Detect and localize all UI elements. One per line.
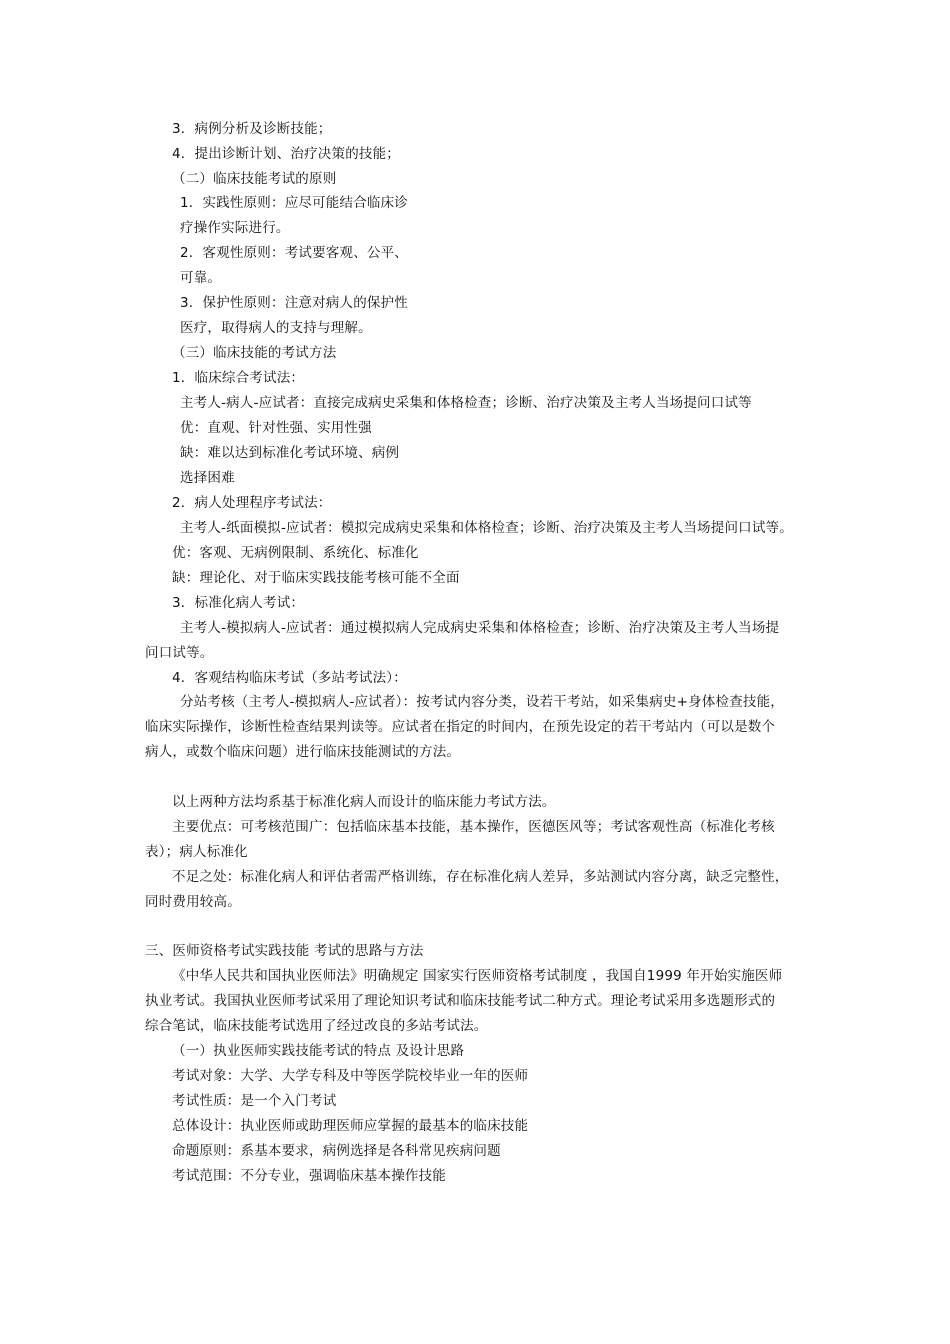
text-line: 1．实践性原则：应尽可能结合临床诊 [180,195,408,211]
text-line: 主考人-模拟病人-应试者：通过模拟病人完成病史采集和体格检查；诊断、治疗决策及主考人当场提 [180,620,780,636]
text-line: 考试对象：大学、大学专科及中等医学院校毕业一年的医师 [172,1068,529,1084]
text-line: 疗操作实际进行。 [180,220,290,236]
text-line: 病人，或数个临床问题）进行临床技能测试的方法。 [145,744,461,760]
text-line: 3．保护性原则：注意对病人的保护性 [180,295,408,311]
text-line: （三）临床技能的考试方法 [172,345,337,361]
text-line: 同时费用较高。 [145,894,241,910]
text-line: 临床实际操作，诊断性检查结果判读等。应试者在指定的时间内，在预先设定的若干考站内（可以是数个 [145,719,776,735]
text-line: 命题原则：系基本要求，病例选择是各科常见疾病问题 [172,1143,501,1159]
text-line: 3．病例分析及诊断技能； [172,121,332,137]
text-line: 主考人-纸面模拟-应试者：模拟完成病史采集和体格检查；诊断、治疗决策及主考人当场提问口试等。 [180,520,793,536]
text-line: 4．客观结构临床考试（多站考试法）： [172,670,407,686]
section-heading: 三、医师资格考试实践技能 考试的思路与方法 [145,943,424,959]
text-line: 主要优点：可考核范围广：包括临床基本技能，基本操作，医德医风等；考试客观性高（标准化考核 [172,819,775,835]
text-line: 缺：难以达到标准化考试环境、病例 [180,445,400,461]
text-line: 考试性质：是一个入门考试 [172,1093,337,1109]
text-line: 表）；病人标准化 [145,844,248,860]
text-line: 2．病人处理程序考试法： [172,495,332,511]
text-line: 《中华人民共和国执业医师法》明确规定 国家实行医师资格考试制度 ，我国自1999 年开始实施医师 [172,968,783,984]
text-line: 问口试等。 [145,645,214,661]
text-line: 4．提出诊断计划、治疗决策的技能； [172,146,400,162]
text-line: 可靠。 [180,270,222,286]
text-line: 选择困难 [180,470,235,486]
text-line: 综合笔试，临床技能考试选用了经过改良的多站考试法。 [145,1018,488,1034]
text-line: 考试范围：不分专业，强调临床基本操作技能 [172,1168,446,1184]
text-line: 主考人-病人-应试者：直接完成病史采集和体格检查；诊断、治疗决策及主考人当场提问口试等 [180,395,752,411]
text-line: （二）临床技能考试的原则 [172,171,337,187]
text-line: 优：客观、无病例限制、系统化、标准化 [172,545,419,561]
text-line: 缺：理论化、对于临床实践技能考核可能不全面 [172,570,460,586]
text-line: 不足之处：标准化病人和评估者需严格训练，存在标准化病人差异，多站测试内容分离，缺乏完整性， [172,869,789,885]
text-line: 1．临床综合考试法： [172,370,305,386]
text-line: 2．客观性原则：考试要客观、公平、 [180,245,408,261]
text-line: 优：直观、针对性强、实用性强 [180,420,372,436]
text-line: 以上两种方法均系基于标准化病人而设计的临床能力考试方法。 [172,794,556,810]
text-line: 医疗，取得病人的支持与理解。 [180,320,372,336]
text-line: （一）执业医师实践技能考试的特点 及设计思路 [172,1043,465,1059]
text-line: 3．标准化病人考试： [172,595,305,611]
text-line: 总体设计：执业医师或助理医师应掌握的最基本的临床技能 [172,1118,529,1134]
text-line: 分站考核（主考人-模拟病人-应试者）：按考试内容分类，设若干考站，如采集病史+身体检查技能， [180,694,785,710]
text-line: 执业考试。我国执业医师考试采用了理论知识考试和临床技能考试二种方式。理论考试采用多选题形式的 [145,993,776,1009]
